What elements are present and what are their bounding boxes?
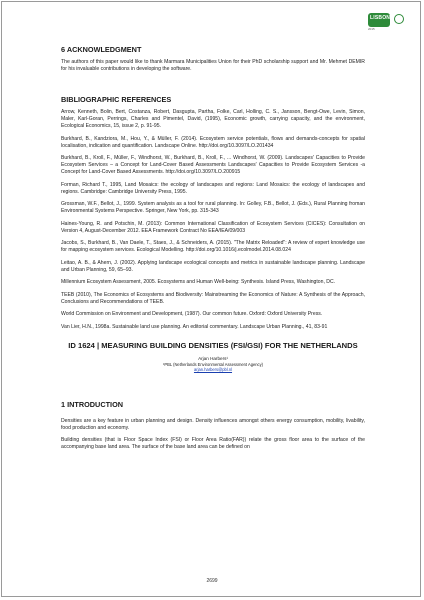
reference-item: TEEB (2010), The Economics of Ecosystems and Biodiversity: Mainstreaming the Economics of Nature: A Synthesis of the Approach, Conclusions and Recommendations of TEEB. <box>61 291 365 305</box>
bibliography-heading: BIBLIOGRAPHIC REFERENCES <box>61 95 172 105</box>
logo-tagline: 2015 <box>368 27 375 31</box>
reference-item: Grossman, W.F., Bellot, J., 1999. System analysis as a tool for rural planning. In: Golley, F.B., Bellot, J. (Eds.), Rural Planning froman Environmental Systems Perspective. Springer, New York, pp. 315-343 <box>61 201 365 215</box>
reference-item: Van Lier, H.N., 1998a. Sustainable land use planning. An editorial commentary. Landscape Urban Planning., 41, 83-91 <box>61 323 328 330</box>
conference-logo <box>368 11 408 37</box>
logo-mark <box>368 13 390 27</box>
reference-item: Millennium Ecosystem Assessment, 2005. Ecosystems and Human Well-being: Synthesis. Island Press, Washington, DC. <box>61 279 336 286</box>
acknowledgment-text: The authors of this paper would like to thank Marmara Municipalities Union for their PhD scholarship support and Mr. Mehmet DEMIR for his invaluable contributions in developing the software. <box>61 59 365 73</box>
reference-item: Burkhard, B., Kandziora, M., Hou, Y., & Müller, F. (2014). Ecosystem service potentials, flows and demands-concepts for spatial localisation, indication and quantification. Landscape Online. http://doi.org/10.3097/LO.201434 <box>61 135 365 149</box>
author-name: Arjan Harbers¹ <box>198 355 228 361</box>
logo-name: LISBON <box>370 15 391 21</box>
reference-item: Jacobs, S., Burkhard, B., Van Daele, T., Staes, J., & Schneiders, A. (2015). "The Matrix Reloaded": A review of expert knowledge use for mapping ecosystem services. Ecological Modelling. http://doi.org/10.1016/j.ecolmodel.2014.08.024 <box>61 240 365 254</box>
reference-item: Burkhard, B., Kroll, F., Müller, F., Windhorst, W., Burkhard, B., Kroll, F., ... Windhorst, W. (2009). Landscapes' Capacities to Provide Ecosystem Services – a Concept for Land-Cover Based Assessments Landscapes' Capacities to Provide Ecosystem Services -a Concept for Land-Cover Based Assessments. http://doi.org/10.3097/LO.200915 <box>61 155 365 176</box>
reference-item: Arrow, Kenneth, Bolin, Bert, Costanza, Robert, Dasgupta, Partha, Folke, Carl, Holling, C. S., Jansson, Bengt-Owe, Levin, Simon, Maler, Karl-Goran, Perrings, Charles and Pimentel, David, (1995), Economic growth, carrying capacity, and the environment, Ecological Economics, 15, issue 2, p. 91-95. <box>61 109 365 130</box>
introduction-paragraph: Densities are a key feature in urban planning and design. Density influences amongst others energy consumption, mobility, livability, food production and economy. <box>61 417 365 431</box>
reference-item: Forman, Richard T., 1995, Land Mosaics: the ecology of landscapes and regions: Land Mosaics: the ecology of landscapes and regions. Cambridge: Cambridge University Press, 1995. <box>61 181 365 195</box>
logo-emblem-icon <box>394 14 404 24</box>
introduction-paragraph: Building densities (that is Floor Space Index (FSI) or Floor Area Ratio(FAR)) relate the gross floor area to the surface of the accompanying base land area. The surface of the base land area can be defined on <box>61 436 365 451</box>
reference-item: World Commission on Environment and Development, (1987). Our common future. Oxford: Oxford University Press. <box>61 311 323 318</box>
page-number: 2699 <box>206 578 218 584</box>
article-title: ID 1624 | MEASURING BUILDING DENSITIES (FSI/GSI) FOR THE NETHERLANDS <box>68 340 358 350</box>
author-email-link[interactable]: arjan.harbers@pbl.nl <box>193 367 233 373</box>
reference-list <box>61 109 365 330</box>
acknowledgment-heading: 6 ACKNOWLEDGMENT <box>61 45 142 54</box>
introduction-heading: 1 INTRODUCTION <box>61 399 124 409</box>
reference-item: Leitao, A. B., & Ahern, J. (2002). Applying landscape ecological concepts and metrics in sustainable landscape planning. Landscape and Urban Planning, 59, 65–93. <box>61 259 365 273</box>
reference-item: Haines-Young, R. and Potschin, M. (2013): Common International Classification of Ecosystem Services (CICES): Consultation on Version 4, August-December 2012. EEA Framework Contract No EEA/IEA/09/003 <box>61 220 365 234</box>
page-content <box>61 45 365 451</box>
author-affiliation: ¹PBL (Netherlands Environmental Assessment Agency) <box>163 361 263 367</box>
